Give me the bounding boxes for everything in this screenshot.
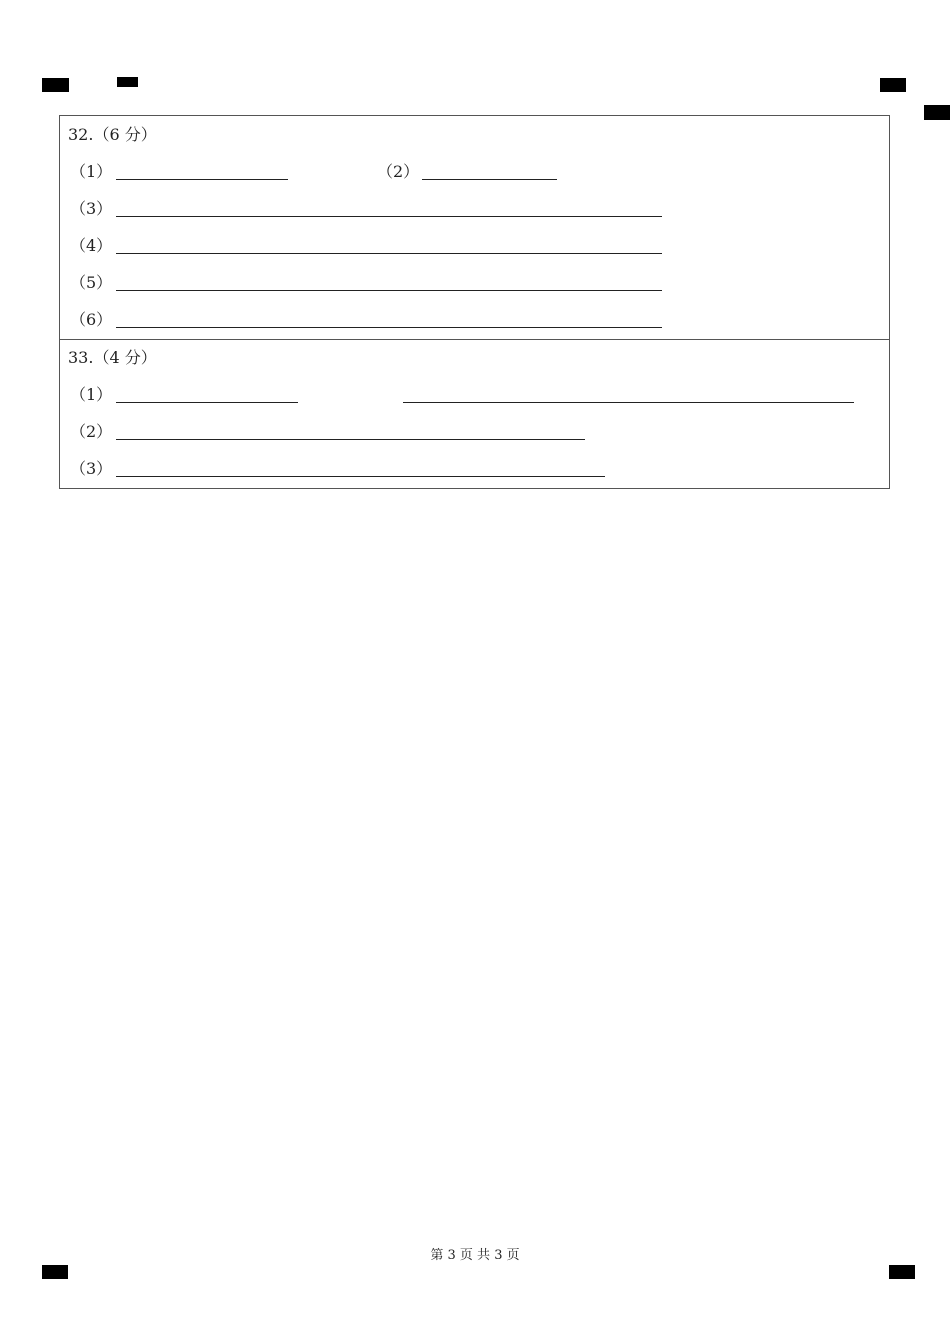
registration-mark: [924, 105, 950, 120]
q33-item-1-answer-line-b[interactable]: [403, 402, 854, 403]
registration-mark: [117, 77, 138, 87]
q32-item-5-label: （5）: [70, 273, 113, 292]
q32-item-5-answer-line[interactable]: [116, 290, 662, 291]
question-33-box: [59, 339, 890, 489]
q32-item-6-label: （6）: [70, 310, 113, 329]
q32-item-1-answer-line[interactable]: [116, 179, 288, 180]
q33-item-1-label: （1）: [70, 385, 113, 404]
q33-item-2-answer-line[interactable]: [116, 439, 585, 440]
q32-item-3-answer-line[interactable]: [116, 216, 662, 217]
registration-mark: [880, 78, 906, 92]
question-32-title: 32.（6 分）: [68, 125, 157, 144]
q32-item-2-answer-line[interactable]: [422, 179, 557, 180]
registration-mark: [42, 78, 69, 92]
q32-item-3-label: （3）: [70, 199, 113, 218]
registration-mark: [42, 1265, 68, 1279]
q33-item-1-answer-line-a[interactable]: [116, 402, 298, 403]
q32-item-4-answer-line[interactable]: [116, 253, 662, 254]
q32-item-6-answer-line[interactable]: [116, 327, 662, 328]
question-32-box: [59, 115, 890, 340]
q33-item-2-label: （2）: [70, 422, 113, 441]
q32-item-1-label: （1）: [70, 162, 113, 181]
q33-item-3-label: （3）: [70, 459, 113, 478]
q32-item-2-label: （2）: [377, 162, 420, 181]
page-number: 第 3 页 共 3 页: [430, 1248, 520, 1263]
q33-item-3-answer-line[interactable]: [116, 476, 605, 477]
q32-item-4-label: （4）: [70, 236, 113, 255]
registration-mark: [889, 1265, 915, 1279]
question-33-title: 33.（4 分）: [68, 348, 157, 367]
